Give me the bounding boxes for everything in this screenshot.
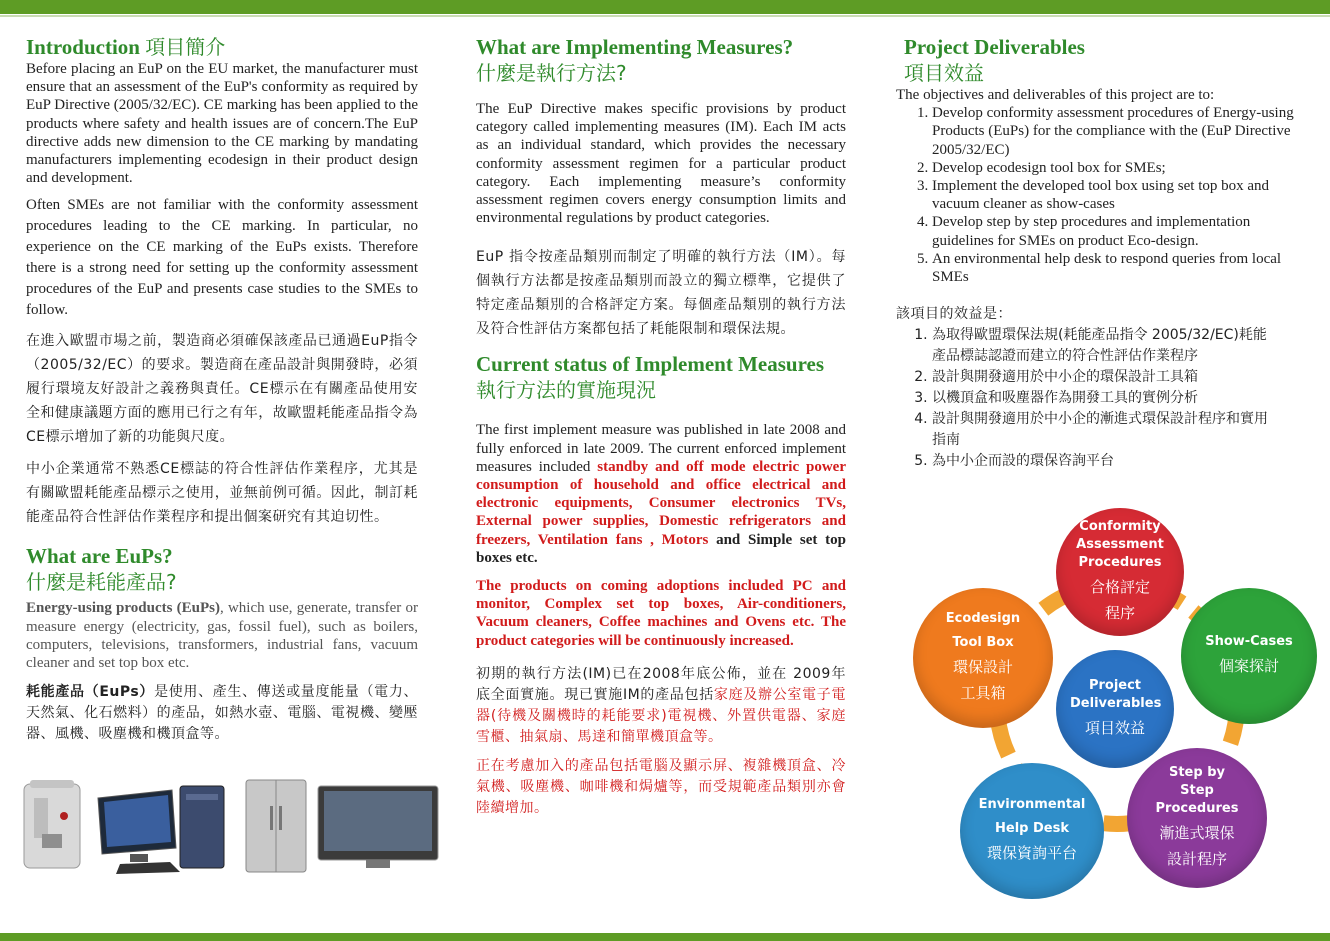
pd-zh-intro: 該項目的效益是：	[896, 306, 1012, 323]
node-top-label-zh1: 合格評定	[1089, 578, 1150, 596]
status-paragraph-2: The products on coming adoptions included PC and monitor, Complex set top boxes, Air-conditioners, Vacuum cleaners, Coffee machines and Ovens etc. The product categories will be continuously increased.	[476, 578, 846, 649]
pd-item-5: 5. An environmental help desk to respond queries from local SMEs	[932, 250, 1310, 286]
im-heading-en: What are Implementing Measures?	[476, 35, 794, 59]
node-left-label-zh1: 環保設計	[952, 658, 1013, 676]
television-picture	[318, 786, 438, 868]
pd-heading-zh-text: 項目效益	[904, 61, 984, 85]
status-paragraph-1-end: and Simple set top boxes etc.	[476, 531, 846, 566]
status-paragraph-1-plain: The first implement measure was published in late 2008 and fully enforced in late 2009. The current enforced implement measures included	[476, 422, 846, 475]
refrigerator-picture	[246, 780, 306, 872]
node-help-desk	[960, 763, 1104, 899]
eups-heading-en: What are EuPs?	[26, 544, 173, 569]
im-paragraph: The EuP Directive makes specific provisions by product category called implementing measures (IM). Each IM acts as an individual standard, which provides the necessary conformity assessment regimen for a particular product category. Each implementing measure’s conformity assessment regimen covers energy consumption limits and environmental regulations by product categories.	[476, 101, 846, 227]
pd-heading-en: Project Deliverables	[904, 35, 1085, 59]
node-center-label: Project Deliverables	[1070, 678, 1162, 711]
intro-heading-en: Introduction	[26, 35, 146, 59]
node-top-label: Conformity Assessment Procedures	[1076, 519, 1164, 570]
computer-picture	[98, 786, 224, 874]
status-paragraph-1	[476, 421, 846, 567]
eups-definition: , which use, generate, transfer or measure energy (electricity, gas, fossil fuel), such as boilers, computers, televisions, transformers, industrial fans, vacuum cleaner and set top box etc.	[26, 600, 419, 672]
intro-paragraph-zh-1: 在進入歐盟市場之前，製造商必須確保該產品已通過EuP指令（2005/32/EC）的要求。製造商在產品設計與開發時，必須履行環境友好設計之義務與責任。CE標示在有關產品使用安全和健康議題方面的應用已行之有年，故歐盟耗能產品指令為CE標示增加了新的功能與尺度。	[26, 333, 418, 446]
node-project-deliverables	[1056, 650, 1174, 768]
intro-heading-zh: 項目簡介	[145, 35, 226, 59]
pd-list	[896, 104, 1310, 286]
intro-paragraph-1: Before placing an EuP on the EU market, the manufacturer must ensure that an assessment of the EuP's conformity as required by EuP Directive (2005/32/EC). CE marking has been applied to the products where safety and health issues are of concern.The EuP directive adds new dimension to the CE marking by mandating manufacturers implementing ecodesign in their product design and development.	[26, 61, 418, 187]
status-zh-1-red: 家庭及辦公室電子電器(待機及關機時的耗能要求)電視機、外置供電器、家庭雪櫃、抽氣扇、馬達和簡單機頂盒等。	[476, 686, 846, 745]
node-right-label: Show-Cases	[1205, 634, 1293, 649]
pd-zh-item-2: 2. 設計與開發適用於中小企的環保設計工具箱	[932, 367, 1274, 388]
node-bottom-right-label-zh1: 漸進式環保	[1159, 824, 1235, 842]
eups-definition-zh: 是使用、產生、傳送或量度能量（電力、天然氣、化石燃料）的產品，如熱水壺、電腦、電視機、變壓器、風機、吸塵機和機頂盒等。	[26, 684, 418, 743]
column-implementing-measures	[476, 34, 846, 819]
pd-item-2: 2. Develop ecodesign tool box for SMEs;	[932, 159, 1310, 177]
node-conformity-assessment	[1056, 508, 1184, 636]
water-boiler-picture	[24, 780, 80, 868]
eups-heading-zh	[26, 569, 418, 595]
pd-item-3: 3. Implement the developed tool box using set top box and vacuum cleaner as show-cases	[932, 177, 1310, 213]
eups-paragraph	[26, 599, 418, 672]
pd-zh-item-4: 4. 設計與開發適用於中小企的漸進式環保設計程序和實用指南	[932, 409, 1274, 451]
status-paragraph-zh-2: 正在考慮加入的產品包括電腦及顯示屏、複雜機頂盒、冷氣機、吸塵機、咖啡機和焗爐等，而受規範產品類別亦會陸續增加。	[476, 757, 846, 816]
node-bottom-right-label: Step by Step Procedures	[1155, 765, 1239, 816]
pd-intro: The objectives and deliverables of this project are to:	[896, 87, 1215, 103]
node-bottom-left-label-1: Environmental	[978, 797, 1086, 812]
node-top-label-zh2: 程序	[1104, 604, 1135, 622]
status-heading-en: Current status of Implement Measures	[476, 352, 825, 377]
node-left-label-2: Tool Box	[952, 635, 1014, 650]
eup-products-image	[20, 776, 440, 876]
deliverables-cycle-diagram	[905, 508, 1325, 903]
node-left-label-1: Ecodesign	[945, 611, 1021, 626]
column-introduction	[26, 34, 418, 745]
pd-item-1: 1. Develop conformity assessment procedures of Energy-using Products (EuPs) for the compliance with the (EuP Directive 2005/32/EC)	[932, 104, 1310, 159]
pd-item-4: 4. Develop step by step procedures and implementation guidelines for SMEs on product Eco-design.	[932, 213, 1310, 249]
pd-zh-item-5: 5. 為中小企而設的環保咨詢平台	[932, 451, 1274, 472]
eups-term: Energy-using products (EuPs)	[26, 600, 220, 617]
node-left-label-zh2: 工具箱	[960, 684, 1006, 702]
node-bottom-left-label-zh: 環保資詢平台	[986, 844, 1077, 862]
intro-heading	[26, 34, 418, 60]
pd-heading-zh	[896, 60, 1288, 86]
pd-zh-list	[896, 325, 1274, 472]
top-border-band	[0, 0, 1330, 14]
node-center-label-zh: 項目效益	[1084, 719, 1145, 737]
eups-heading-zh-text: 什麼是耗能產品?	[26, 570, 177, 595]
node-bottom-left-label-2: Help Desk	[995, 821, 1069, 836]
eups-paragraph-zh	[26, 682, 418, 745]
status-paragraph-zh-1	[476, 664, 846, 748]
node-bottom-right-label-zh2: 設計程序	[1166, 850, 1227, 868]
node-ecodesign-toolbox	[913, 588, 1053, 728]
node-right-label-zh: 個案探討	[1218, 657, 1279, 675]
status-heading-zh-text: 執行方法的實施現況	[476, 378, 656, 403]
column-project-deliverables	[896, 34, 1294, 472]
im-paragraph-zh: EuP 指令按產品類別而制定了明確的執行方法（IM）。每個執行方法都是按產品類別而設立的獨立標準，它提供了特定產品類別的合格評定方案。每個產品類別的執行方法及符合性評估方案都包括了耗能限制和環保法規。	[476, 249, 846, 338]
eups-term-zh: 耗能產品（EuPs）	[26, 684, 155, 701]
pd-zh-item-1: 1. 為取得歐盟環保法規(耗能產品指令 2005/32/EC)耗能產品標誌認證而建立的符合性評估作業程序	[932, 325, 1274, 367]
im-heading-zh	[476, 60, 846, 86]
intro-paragraph-zh-2: 中小企業通常不熟悉CE標誌的符合性評估作業程序，尤其是有關歐盟耗能產品標示之使用，並無前例可循。因此，制訂耗能產品符合性評估作業程序和提出個案研究有其迫切性。	[26, 461, 418, 526]
node-show-cases	[1181, 588, 1317, 724]
intro-paragraph-2: Often SMEs are not familiar with the conformity assessment procedures leading to the CE marking. In particular, no experience on the CE marking of the EuPs exists. Therefore there is a strong need for setting up the conformity assessment procedures of the EuP and presents case studies to the SMEs to follow.	[26, 197, 418, 319]
bottom-border-band	[0, 933, 1330, 941]
status-paragraph-1-red: standby and off mode electric power consumption of household and office electrical and electronic equipments, Consumer electronics TVs, External power supplies, Domestic refrigerators and freezers, Ventilation fans , Motors	[476, 458, 846, 548]
status-heading-zh	[476, 377, 846, 403]
status-zh-1-plain: 初期的執行方法(IM)已在2008年底公佈，並在 2009年底全面實施。現已實施IM的產品包括	[476, 665, 846, 703]
im-heading-zh-text: 什麼是執行方法?	[476, 61, 627, 85]
pd-zh-item-3: 3. 以機頂盒和吸塵器作為開發工具的實例分析	[932, 388, 1274, 409]
node-step-by-step	[1127, 748, 1267, 888]
